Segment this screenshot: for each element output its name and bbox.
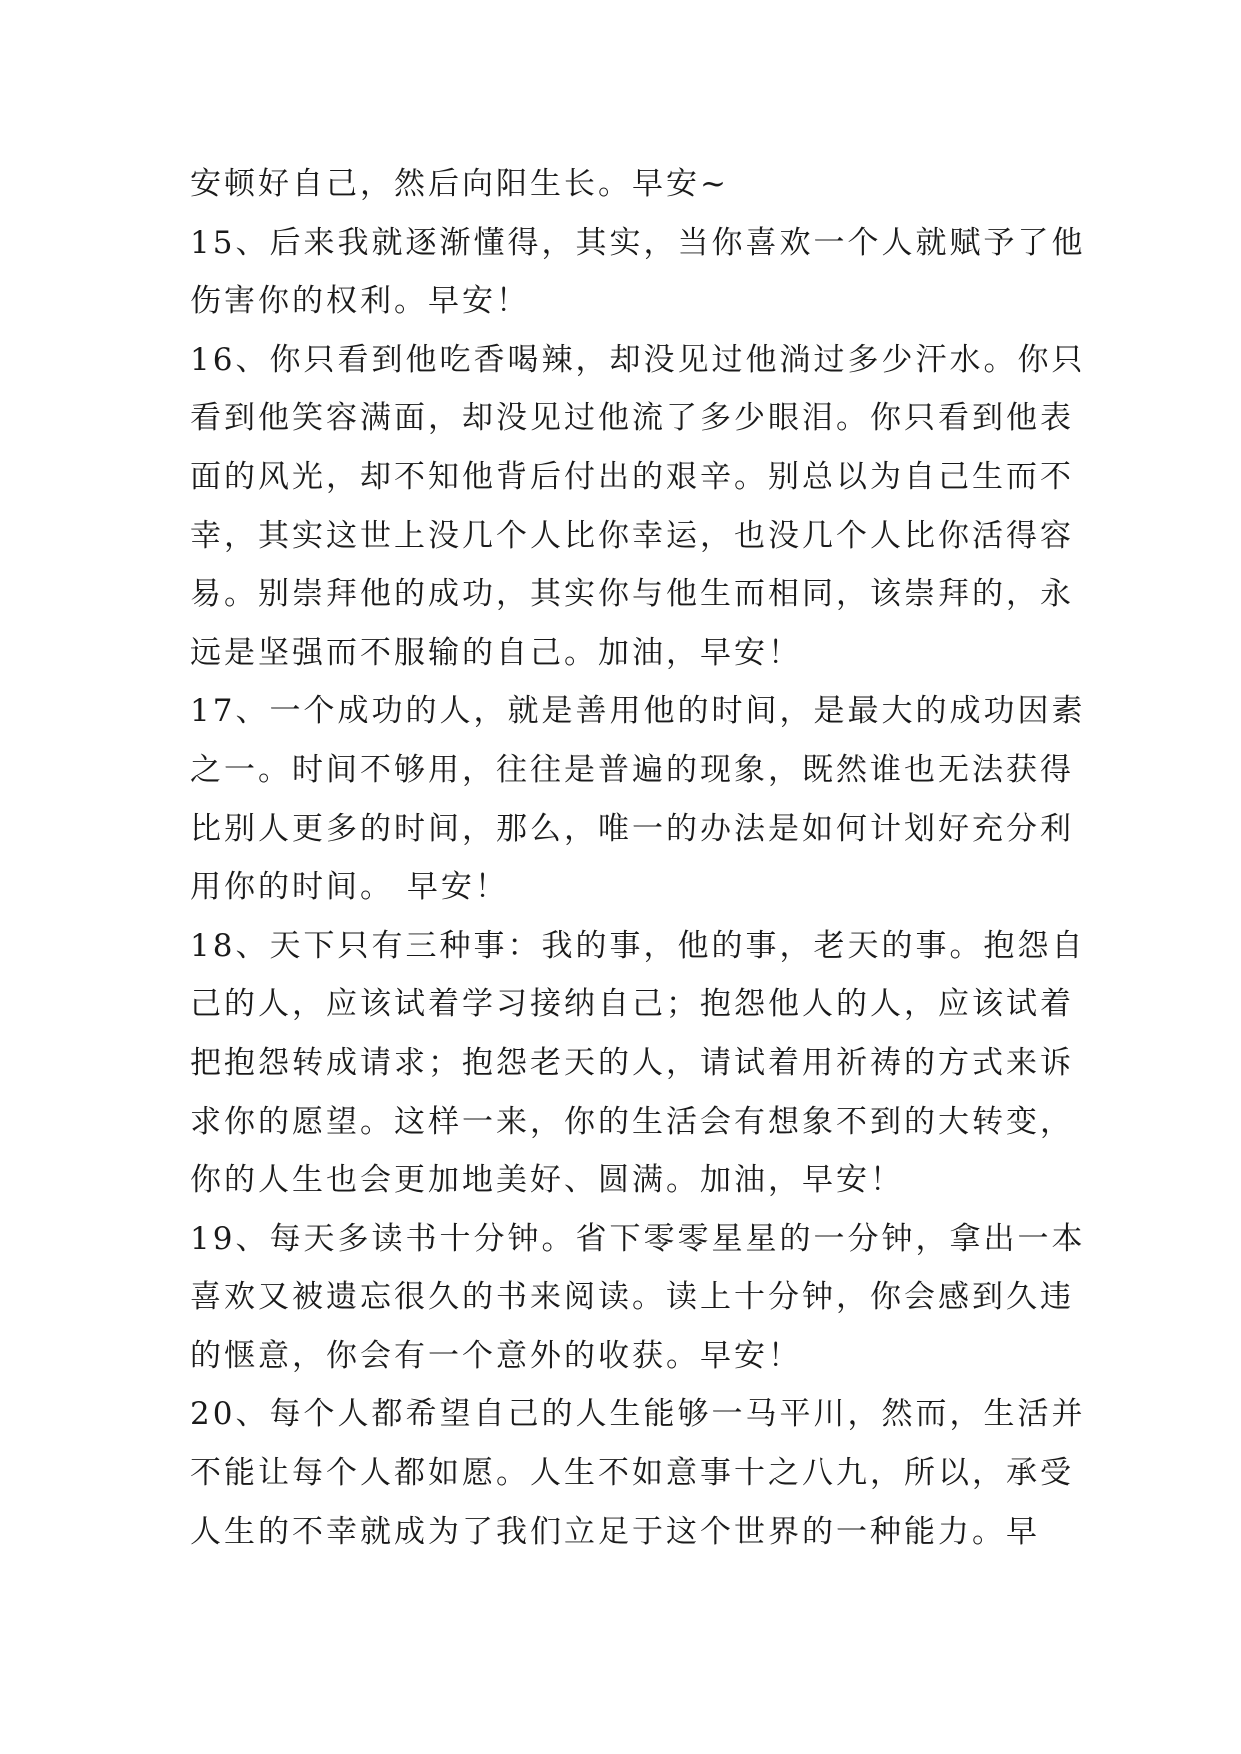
text-line: 远是坚强而不服输的自己。加油，早安！ bbox=[190, 634, 802, 671]
document-text-body bbox=[190, 155, 1086, 1561]
text-line: 不能让每个人都如愿。人生不如意事十之八九，所以，承受 bbox=[190, 1455, 1074, 1492]
text-line: 幸，其实这世上没几个人比你幸运，也没几个人比你活得容 bbox=[190, 517, 1074, 554]
text-line: 求你的愿望。这样一来，你的生活会有想象不到的大转变， bbox=[190, 1103, 1074, 1140]
text-line: 之一。时间不够用，往往是普遍的现象，既然谁也无法获得 bbox=[190, 751, 1074, 788]
text-line: 你的人生也会更加地美好、圆满。加油，早安！ bbox=[190, 1162, 904, 1199]
text-line: 16、你只看到他吃香喝辣，却没见过他淌过多少汗水。你只 bbox=[190, 341, 1086, 378]
text-line: 15、后来我就逐渐懂得，其实，当你喜欢一个人就赋予了他 bbox=[190, 224, 1086, 261]
text-line: 18、天下只有三种事：我的事，他的事，老天的事。抱怨自 bbox=[190, 927, 1086, 964]
text-line: 喜欢又被遗忘很久的书来阅读。读上十分钟，你会感到久违 bbox=[190, 1279, 1074, 1316]
text-line: 把抱怨转成请求；抱怨老天的人，请试着用祈祷的方式来诉 bbox=[190, 1044, 1074, 1081]
text-line: 比别人更多的时间，那么，唯一的办法是如何计划好充分利 bbox=[190, 810, 1074, 847]
text-line: 安顿好自己，然后向阳生长。早安~ bbox=[190, 166, 729, 202]
text-line: 人生的不幸就成为了我们立足于这个世界的一种能力。早 bbox=[190, 1513, 1040, 1550]
text-line: 易。别崇拜他的成功，其实你与他生而相同，该崇拜的，永 bbox=[190, 576, 1074, 613]
text-line: 17、一个成功的人，就是善用他的时间，是最大的成功因素 bbox=[190, 693, 1086, 730]
text-line: 的惬意，你会有一个意外的收获。早安！ bbox=[190, 1337, 802, 1374]
text-line: 看到他笑容满面，却没见过他流了多少眼泪。你只看到他表 bbox=[190, 400, 1074, 437]
text-line: 用你的时间。 早安！ bbox=[190, 869, 509, 906]
text-line: 伤害你的权利。早安！ bbox=[190, 283, 530, 320]
text-line: 面的风光，却不知他背后付出的艰辛。别总以为自己生而不 bbox=[190, 458, 1074, 495]
text-line: 己的人，应该试着学习接纳自己；抱怨他人的人，应该试着 bbox=[190, 986, 1074, 1023]
text-line: 20、每个人都希望自己的人生能够一马平川，然而，生活并 bbox=[190, 1396, 1086, 1433]
text-line: 19、每天多读书十分钟。省下零零星星的一分钟，拿出一本 bbox=[190, 1220, 1086, 1257]
